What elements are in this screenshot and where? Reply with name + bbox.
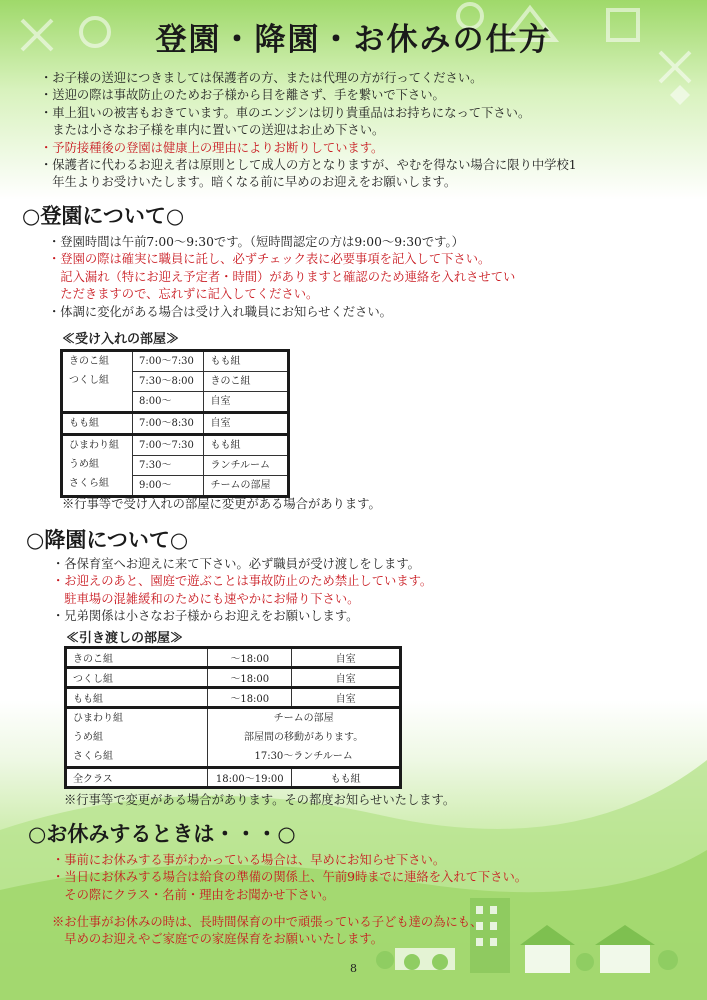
intro-line: 年生よりお受けいたします。暗くなる前に早めのお迎えをお願いします。 [40,175,457,190]
table-row [66,648,401,668]
intro-line: ・送迎の際は事故防止のためお子様から目を離さず、手を繋いで下さい。 [40,88,445,103]
class-cell: 全クラス [66,768,208,788]
intro-line: ・保護者に代わるお迎え者は原則として成人の方となりますが、やむを得ない場合に限り中学校1 [40,158,577,173]
page-title: 登園・降園・お休みの仕方 [155,22,552,58]
time-cell: ～18:00 [208,648,292,668]
intro-line: または小さなお子様を車内に置いての送迎はお止め下さい。 [40,123,385,138]
room-cell: もも組 ランチルーム チームの部屋 [204,435,289,497]
class-cell: ひまわり組 うめ組 さくら組 [62,435,133,497]
detail-cell: チームの部屋 部屋間の移動があります。 17:30～ランチルーム [208,708,401,768]
handover-note: ※行事等で変更がある場合があります。その都度お知らせいたします。 [64,793,456,807]
table-row [66,768,401,788]
intro-list [40,70,577,192]
pick-up-list [52,556,432,626]
time-cell: ～18:00 [208,668,292,688]
table-row [66,668,401,688]
room-cell: もも組 [292,768,401,788]
intro-line-warning: ・予防接種後の登園は健康上の理由によりお断りしています。 [40,140,384,155]
time-cell: 18:00～19:00 [208,768,292,788]
section-heading-absence: ○お休みするときは・・・○ [28,822,296,846]
room-cell: もも組 きのこ組 自室 [204,351,289,413]
class-cell: ひまわり組 うめ組 さくら組 [66,708,208,768]
time-cell: ～18:00 [208,688,292,708]
drop-off-list [48,234,515,321]
room-cell: 自室 [292,668,401,688]
absence-line: ・当日にお休みする場合は給食の準備の関係上、午前9時までに連絡を入れて下さい。 [52,870,528,885]
reception-room-table [60,349,290,498]
section-heading-drop-off: ○登園について○ [22,204,185,228]
table-row [66,708,401,768]
class-cell: きのこ組 つくし組 [62,351,133,413]
drop-off-line: 記入漏れ（特にお迎え予定者・時間）がありますと確認のため連絡を入れさせてい [48,269,516,284]
absence-extra-line: 早めのお迎えやご家庭での家庭保育をお願いいたします。 [52,932,384,947]
table-row [66,688,401,708]
absence-list [52,852,527,904]
time-cell: 7:00～8:30 [133,413,204,435]
drop-off-line: ・登園の際は確実に職員に託し、必ずチェック表に必要事項を記入して下さい。 [48,252,491,267]
class-cell: もも組 [62,413,133,435]
pick-up-line: ・兄弟関係は小さなお子様からお迎えをお願いします。 [52,609,359,624]
table-row [62,413,289,435]
reception-table-caption: ≪受け入れの部屋≫ [62,332,180,347]
pick-up-line: ・各保育室へお迎えに来て下さい。必ず職員が受け渡しをします。 [52,557,420,571]
absence-line: ・事前にお休みする事がわかっている場合は、早めにお知らせ下さい。 [52,853,446,867]
class-cell: きのこ組 [66,648,208,668]
room-cell: 自室 [204,413,289,435]
drop-off-line: ・登園時間は午前7:00～9:30です。（短時間認定の方は9:00～9:30です。） [48,235,464,249]
class-cell: もも組 [66,688,208,708]
drop-off-line: ・体調に変化がある場合は受け入れ職員にお知らせください。 [48,304,392,319]
room-cell: 自室 [292,688,401,708]
handover-table-caption: ≪引き渡しの部屋≫ [66,631,184,646]
reception-note: ※行事等で受け入れの部屋に変更がある場合があります。 [62,497,381,511]
absence-extra-note [52,914,482,949]
time-cell: 7:00～7:30 7:30～ 9:00～ [133,435,204,497]
room-cell: 自室 [292,648,401,668]
class-cell: つくし組 [66,668,208,688]
absence-line: その際にクラス・名前・理由をお聞かせ下さい。 [52,887,335,902]
page-number: 8 [350,962,357,975]
absence-extra-line: ※お仕事がお休みの時は、長時間保育の中で頑張っている子ども達の為にも、 [52,915,483,929]
table-row [62,351,289,413]
handover-room-table [64,646,402,789]
section-heading-pick-up: ○降園について○ [26,528,189,552]
pick-up-line: ・お迎えのあと、園庭で遊ぶことは事故防止のため禁止しています。 [52,574,433,589]
time-cell: 7:00～7:30 7:30～8:00 8:00～ [133,351,204,413]
table-row [62,435,289,497]
intro-line: ・お子様の送迎につきましては保護者の方、または代理の方が行ってください。 [40,71,483,85]
intro-line: ・車上狙いの被害もおきています。車のエンジンは切り貴重品はお持ちになって下さい。 [40,105,531,120]
drop-off-line: ただきますので、忘れずに記入してください。 [48,287,319,302]
pick-up-line: 駐車場の混雑緩和のためにも速やかにお帰り下さい。 [52,591,360,606]
